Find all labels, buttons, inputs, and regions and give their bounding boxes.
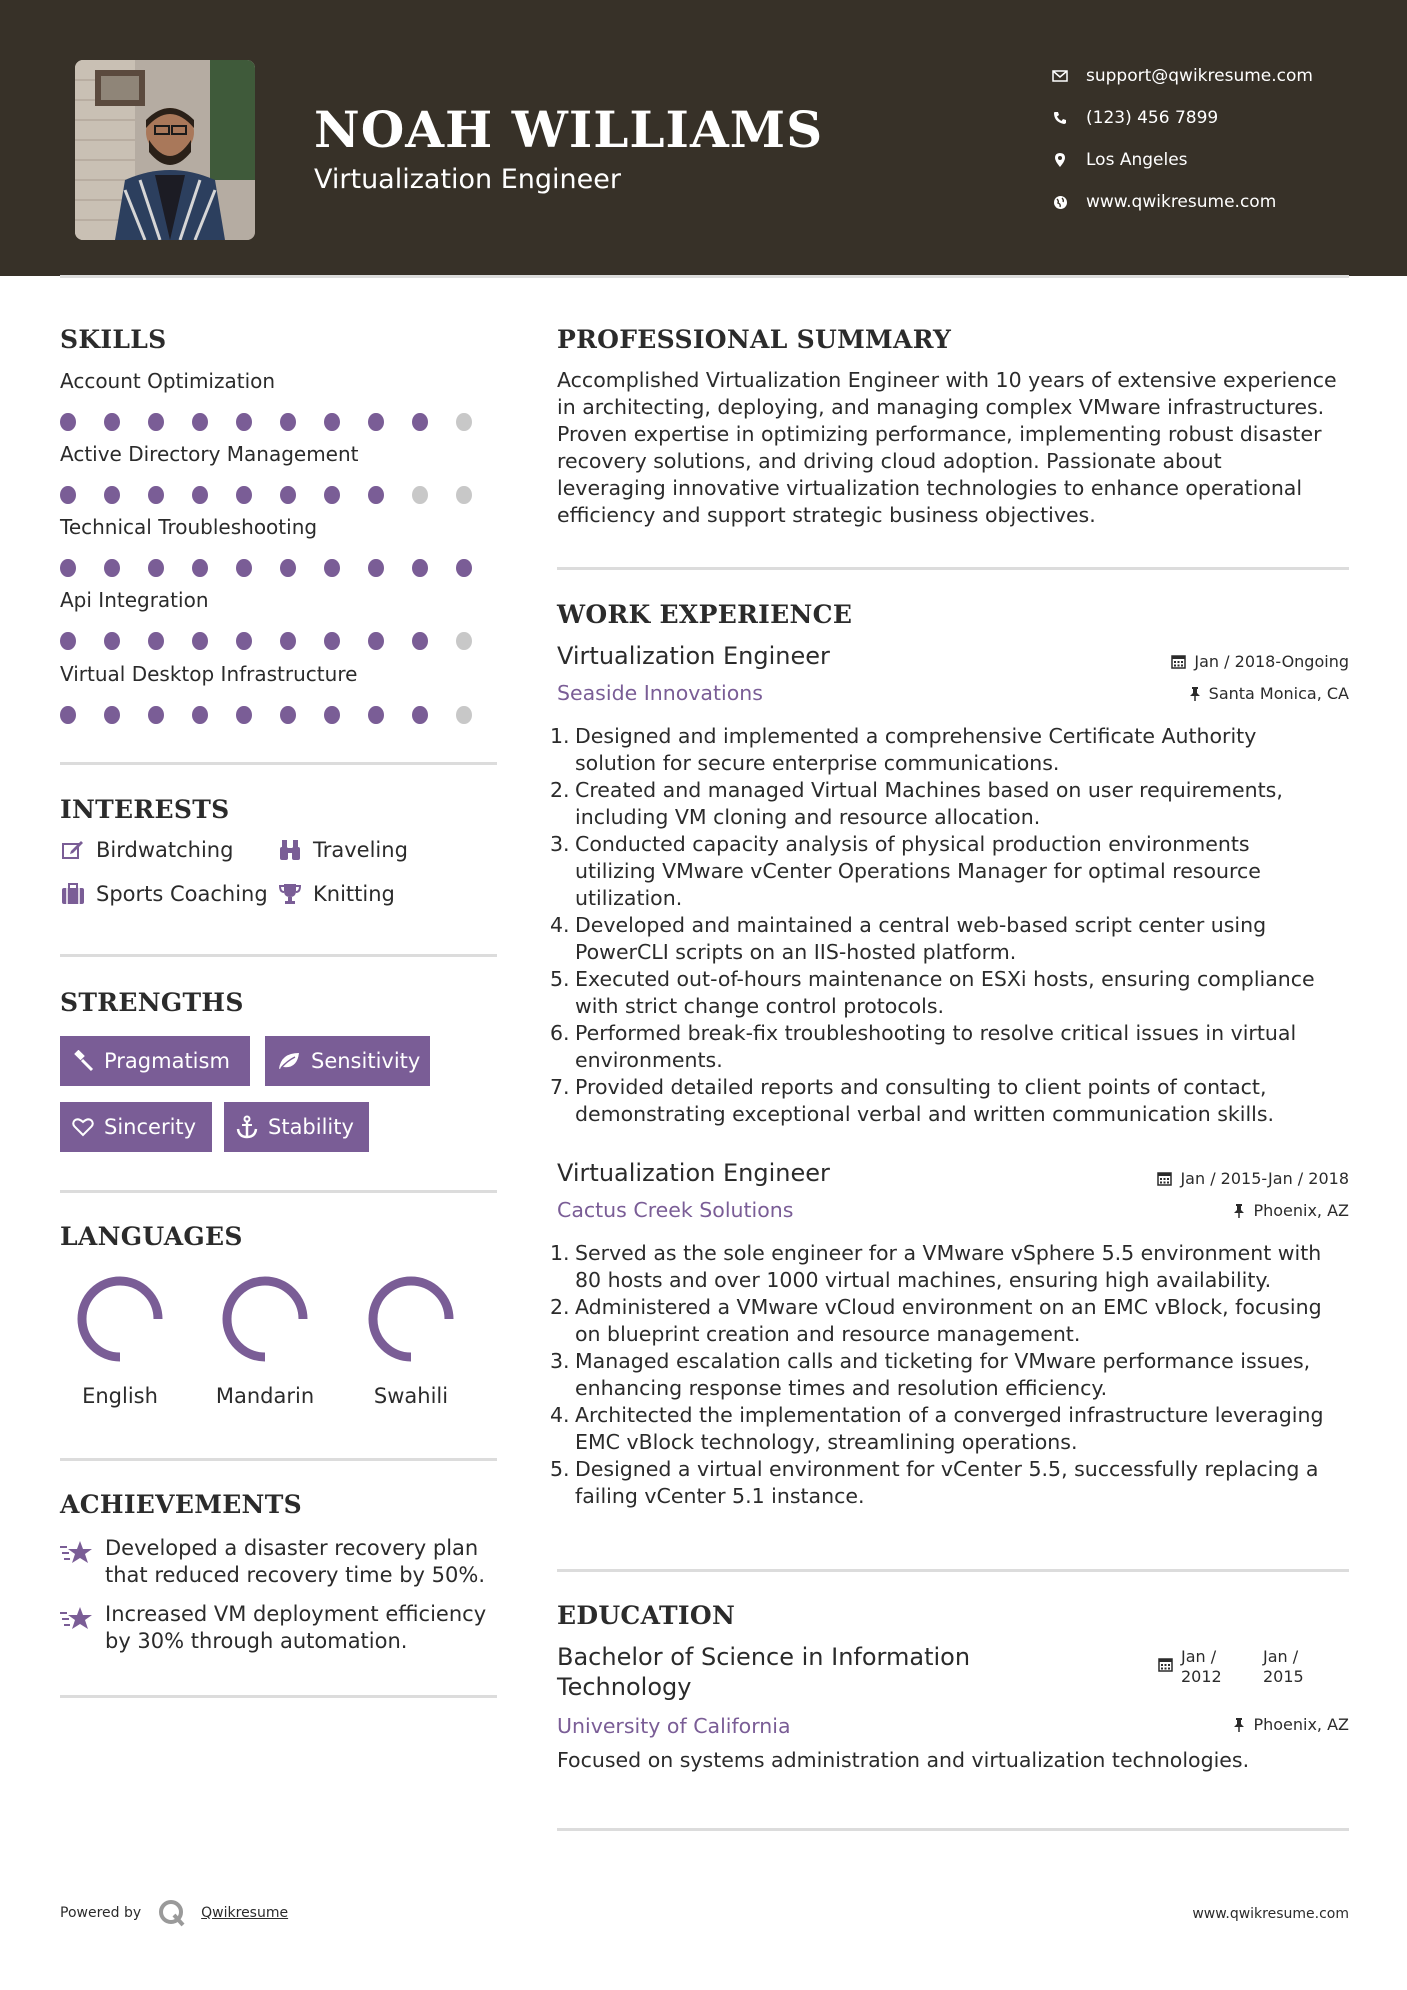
skill-dot-filled (324, 632, 340, 650)
list-item: 5. Designed a virtual environment for vCenter 5.5, successfully replacing a failing vCenter 5.1 instance. (550, 1457, 1319, 1508)
contact-website-row[interactable] (1050, 181, 1313, 223)
language-name: Swahili (373, 1384, 449, 1408)
job-title: Virtualization Engineer (557, 642, 830, 670)
list-item: 3. Conducted capacity analysis of physical production environments utilizing VMware vCenter Operations Manager for optimal resource utilization. (550, 832, 1261, 910)
job-dates: Jan / 2015-Jan / 2018 (1157, 1169, 1349, 1188)
skill-dot-filled (236, 486, 252, 504)
strength-badge (60, 1102, 212, 1152)
education-start-date: Jan / 2012 (1181, 1647, 1222, 1686)
skill-name: Technical Troubleshooting (60, 515, 318, 539)
contact-email-row[interactable] (1050, 55, 1313, 97)
briefcase-icon (60, 882, 86, 906)
job-dates: Jan / 2018-Ongoing (1171, 652, 1349, 671)
achievements-heading: ACHIEVEMENTS (60, 1490, 302, 1519)
skill-dot-filled (148, 559, 164, 577)
interests-heading: INTERESTS (60, 795, 230, 824)
summary-text: Accomplished Virtualization Engineer with 10 years of extensive experience in architecting, deploying, and managing complex VMware infrastructures. Proven expertise in optimizing performance, implementing robust disaster recovery solutions, and driving cloud adoption. Passionate about leveraging innovative virtualization technologies to enhance operational efficiency and support strategic business objectives. (557, 368, 1337, 527)
language-gauge-arc (373, 1281, 449, 1357)
section-divider (60, 1695, 497, 1698)
section-divider (557, 1828, 1349, 1831)
skill-dot-filled (324, 413, 340, 431)
skill-dot-filled (236, 413, 252, 431)
achievement-text: Increased VM deployment efficiency by 30% through automation. (105, 1602, 487, 1653)
strengths-heading: STRENGTHS (60, 988, 244, 1017)
section-divider (60, 1190, 497, 1193)
header-divider (60, 275, 1349, 278)
contact-email[interactable]: support@qwikresume.com (1086, 66, 1313, 86)
languages-heading: LANGUAGES (60, 1222, 243, 1251)
skill-name: Virtual Desktop Infrastructure (60, 662, 358, 686)
section-divider (557, 567, 1349, 570)
skill-dot-filled (60, 559, 76, 577)
language-item (205, 1274, 325, 1408)
degree-title: Bachelor of Science in Information Technology (557, 1643, 971, 1701)
skill-dot-filled (148, 486, 164, 504)
skill-dot-filled (236, 559, 252, 577)
interest-label: Traveling (313, 838, 408, 862)
trophy-icon (277, 882, 303, 906)
list-item: 1. Served as the sole engineer for a VMware vSphere 5.5 environment with 80 hosts and over 1000 virtual machines, ensuring high availability. (550, 1241, 1322, 1292)
skill-item (60, 515, 500, 577)
skill-dot-filled (412, 632, 428, 650)
skill-dot-filled (104, 413, 120, 431)
skill-dot-filled (324, 559, 340, 577)
skill-dot-filled (280, 706, 296, 724)
language-item (351, 1274, 471, 1408)
map-pin-icon (1050, 152, 1070, 168)
skill-dot-filled (456, 559, 472, 577)
interest-item (277, 882, 395, 906)
skill-dot-filled (60, 632, 76, 650)
language-name: English (82, 1384, 158, 1408)
interest-item (277, 838, 408, 862)
education-dates (1158, 1647, 1304, 1687)
list-item: 4. Architected the implementation of a converged infrastructure leveraging EMC vBlock technology, streamlining operations. (550, 1403, 1324, 1454)
section-divider (60, 954, 497, 957)
skill-dot-filled (192, 706, 208, 724)
strength-label: Stability (268, 1115, 354, 1139)
contact-phone-row (1050, 97, 1313, 139)
skill-name: Active Directory Management (60, 442, 359, 466)
skill-dot-filled (192, 413, 208, 431)
job-responsibilities (550, 723, 1357, 1128)
skill-item (60, 442, 500, 504)
skill-dot-filled (280, 413, 296, 431)
skill-name: Account Optimization (60, 369, 276, 393)
strength-badge (224, 1102, 369, 1152)
experience-heading: WORK EXPERIENCE (557, 600, 853, 629)
interest-item (60, 882, 268, 906)
strength-badge (60, 1036, 250, 1086)
skill-item (60, 588, 500, 650)
skill-dot-filled (60, 413, 76, 431)
list-item: 5. Executed out-of-hours maintenance on ESXi hosts, ensuring compliance with strict change control protocols. (550, 967, 1315, 1018)
education-description: Focused on systems administration and virtualization technologies. (557, 1748, 1250, 1772)
brand-link[interactable]: Qwikresume (201, 1905, 289, 1921)
skill-dot-empty (456, 632, 472, 650)
education-school: University of California (557, 1714, 791, 1738)
strength-badge (265, 1036, 430, 1086)
skill-dot-empty (456, 486, 472, 504)
edit-icon (60, 838, 86, 862)
skill-rating (60, 706, 500, 724)
language-gauge (75, 1274, 165, 1364)
list-item: 1. Designed and implemented a comprehensive Certificate Authority solution for secure enterprise communications. (550, 724, 1257, 775)
skill-dot-filled (192, 559, 208, 577)
education-location: Phoenix, AZ (1233, 1715, 1349, 1734)
section-divider (557, 1569, 1349, 1572)
powered-by-label: Powered by (60, 1905, 142, 1921)
globe-icon (1050, 195, 1070, 210)
skill-dot-filled (412, 706, 428, 724)
interest-item (60, 838, 233, 862)
job-location: Santa Monica, CA (1189, 684, 1349, 703)
job-title: Virtualization Engineer (557, 1159, 830, 1187)
footer-branding (60, 1898, 288, 1928)
skill-dot-filled (236, 632, 252, 650)
skill-dot-filled (236, 706, 252, 724)
skill-dot-filled (280, 486, 296, 504)
achievement-item (60, 1535, 500, 1589)
skill-dot-filled (280, 632, 296, 650)
envelope-icon (1050, 70, 1070, 82)
pushpin-icon (1233, 1717, 1245, 1733)
qwikresume-logo-icon (157, 1898, 187, 1928)
skill-dot-filled (324, 706, 340, 724)
skill-dot-filled (148, 706, 164, 724)
candidate-name: NOAH WILLIAMS (314, 100, 824, 159)
contact-website[interactable]: www.qwikresume.com (1086, 192, 1277, 212)
interest-label: Knitting (313, 882, 395, 906)
candidate-title: Virtualization Engineer (314, 164, 621, 195)
language-name: Mandarin (215, 1384, 315, 1408)
skill-dot-filled (60, 486, 76, 504)
job-company: Cactus Creek Solutions (557, 1198, 794, 1222)
language-gauge-arc (82, 1281, 158, 1357)
skill-dot-filled (192, 486, 208, 504)
skill-name: Api Integration (60, 588, 209, 612)
strength-label: Sensitivity (311, 1049, 421, 1073)
skill-dot-filled (148, 632, 164, 650)
skill-item (60, 662, 500, 724)
skill-dot-filled (148, 413, 164, 431)
skill-dot-filled (412, 559, 428, 577)
contact-block (1050, 55, 1313, 223)
anchor-icon (236, 1115, 258, 1139)
list-item: 6. Performed break-fix troubleshooting to resolve critical issues in virtual environments. (550, 1021, 1297, 1072)
list-item: 2. Administered a VMware vCloud environment on an EMC vBlock, focusing on blueprint creation and resource management. (550, 1295, 1322, 1346)
education-heading: EDUCATION (557, 1601, 736, 1630)
section-divider (60, 1458, 497, 1461)
achievement-text: Developed a disaster recovery plan that reduced recovery time by 50%. (105, 1536, 485, 1587)
summary-heading: PROFESSIONAL SUMMARY (557, 325, 952, 354)
star-bullet-icon (60, 1601, 96, 1655)
strength-label: Sincerity (104, 1115, 197, 1139)
contact-location-row (1050, 139, 1313, 181)
achievement-item (60, 1601, 500, 1655)
skill-dot-filled (280, 559, 296, 577)
language-gauge (366, 1274, 456, 1364)
section-divider (60, 762, 497, 765)
skill-dot-filled (104, 486, 120, 504)
pushpin-icon (1233, 1203, 1245, 1219)
skill-dot-empty (412, 486, 428, 504)
skill-dot-filled (104, 706, 120, 724)
interest-label: Birdwatching (96, 838, 234, 862)
skill-rating (60, 486, 500, 504)
star-bullet-icon (60, 1535, 96, 1589)
skill-rating (60, 413, 500, 431)
resume-header (0, 0, 1407, 276)
job-location: Phoenix, AZ (1233, 1201, 1349, 1220)
skill-dot-filled (104, 559, 120, 577)
skill-dot-filled (368, 559, 384, 577)
skill-dot-filled (324, 486, 340, 504)
binoculars-icon (277, 838, 303, 862)
strength-label: Pragmatism (104, 1049, 230, 1073)
skill-rating (60, 559, 500, 577)
interest-label: Sports Coaching (96, 882, 268, 906)
skill-item (60, 369, 500, 431)
contact-location: Los Angeles (1086, 150, 1188, 170)
footer-website[interactable]: www.qwikresume.com (1192, 1906, 1349, 1922)
list-item: 7. Provided detailed reports and consulting to client points of contact, demonstrating exceptional verbal and written communication skills. (550, 1075, 1275, 1126)
phone-icon (1050, 111, 1070, 125)
skill-dot-filled (412, 413, 428, 431)
skill-dot-filled (104, 632, 120, 650)
job-responsibilities (550, 1240, 1357, 1510)
skill-rating (60, 632, 500, 650)
list-item: 4. Developed and maintained a central web-based script center using PowerCLI scripts on an IIS-hosted platform. (550, 913, 1267, 964)
language-gauge (220, 1274, 310, 1364)
skills-heading: SKILLS (60, 325, 167, 354)
list-item: 2. Created and managed Virtual Machines based on user requirements, including VM cloning and resource allocation. (550, 778, 1283, 829)
education-end-date: Jan / 2015 (1263, 1647, 1304, 1686)
heart-icon (72, 1117, 94, 1137)
language-item (60, 1274, 180, 1408)
calendar-icon (1158, 1647, 1173, 1687)
calendar-icon (1157, 1171, 1172, 1186)
skill-dot-empty (456, 413, 472, 431)
leaf-icon (277, 1051, 301, 1071)
list-item: 3. Managed escalation calls and ticketing for VMware performance issues, enhancing response times and resolution efficiency. (550, 1349, 1311, 1400)
language-gauge-arc (227, 1281, 303, 1357)
job-company: Seaside Innovations (557, 681, 763, 705)
skill-dot-filled (368, 486, 384, 504)
skill-dot-filled (60, 706, 76, 724)
skill-dot-filled (192, 632, 208, 650)
skill-dot-empty (456, 706, 472, 724)
contact-phone: (123) 456 7899 (1086, 108, 1219, 128)
skill-dot-filled (368, 413, 384, 431)
skill-dot-filled (368, 706, 384, 724)
profile-photo (75, 60, 255, 240)
pushpin-icon (1189, 686, 1201, 702)
calendar-icon (1171, 654, 1186, 669)
skill-dot-filled (368, 632, 384, 650)
gavel-icon (72, 1050, 94, 1072)
